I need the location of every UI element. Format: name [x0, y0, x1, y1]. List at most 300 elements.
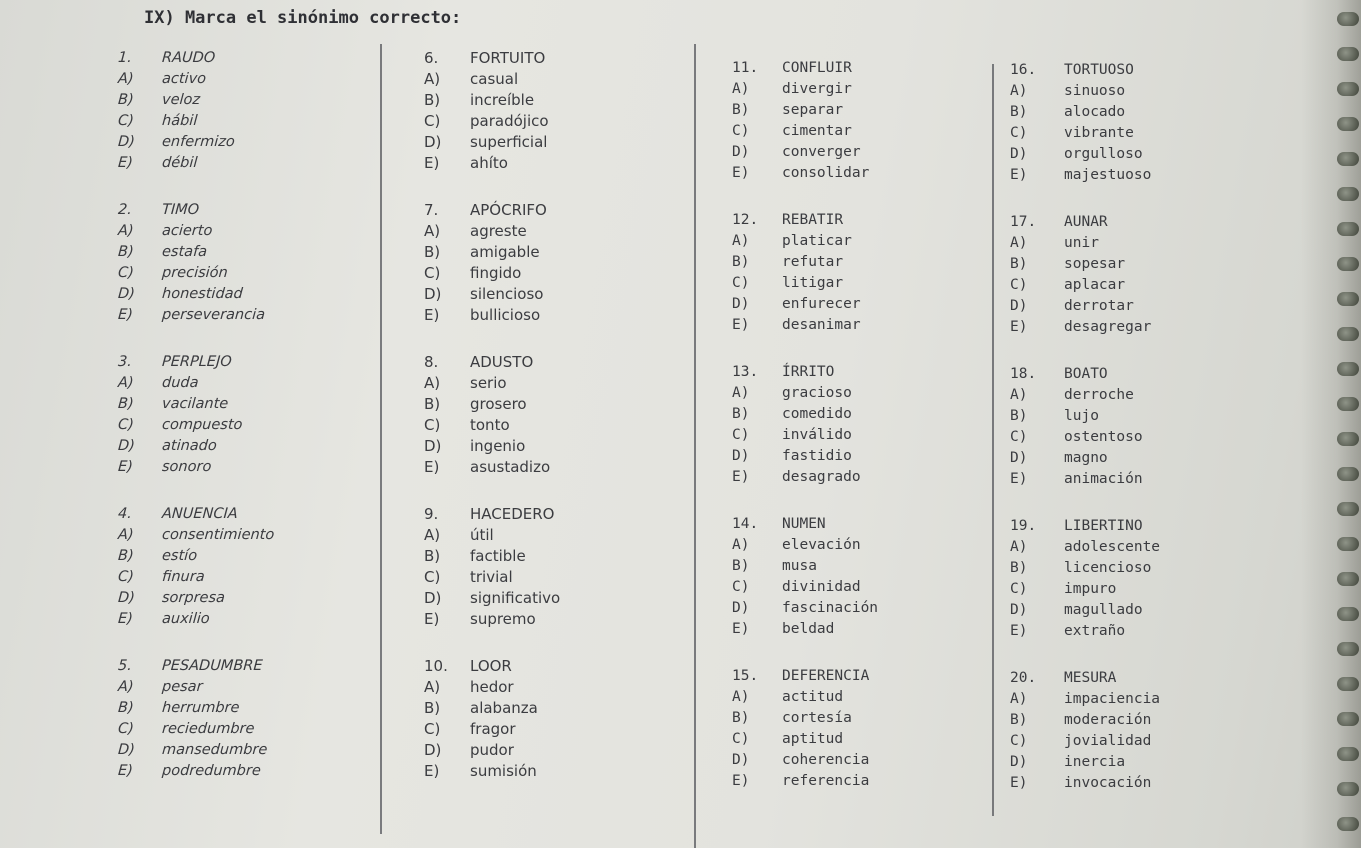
option-letter: E): [424, 762, 440, 780]
option-letter: C): [424, 264, 441, 282]
answer-option[interactable]: [424, 719, 684, 740]
option-text: platicar: [782, 233, 852, 249]
answer-option[interactable]: [1010, 275, 1210, 296]
spiral-ring: [1337, 222, 1359, 236]
option-letter: B): [1010, 408, 1028, 424]
option-text: aptitud: [782, 731, 844, 747]
option-text: consentimiento: [161, 527, 275, 543]
answer-option[interactable]: [732, 425, 982, 446]
question-line: [1010, 212, 1210, 233]
answer-option[interactable]: [424, 761, 684, 782]
answer-option[interactable]: [732, 556, 982, 577]
answer-option[interactable]: [1010, 296, 1210, 317]
option-letter: E): [117, 307, 134, 323]
answer-option[interactable]: [117, 394, 378, 415]
option-letter: E): [424, 306, 440, 324]
answer-option[interactable]: [1010, 469, 1210, 490]
answer-option[interactable]: [424, 263, 684, 284]
answer-option[interactable]: [732, 771, 982, 792]
option-text: aplacar: [1064, 277, 1126, 293]
answer-option[interactable]: [424, 525, 684, 546]
answer-option[interactable]: [1010, 773, 1210, 794]
answer-option[interactable]: [117, 588, 378, 609]
answer-option[interactable]: [1010, 165, 1210, 186]
answer-option[interactable]: [732, 79, 982, 100]
question-word: ADUSTO: [470, 353, 534, 371]
answer-option[interactable]: [732, 252, 982, 273]
option-letter: B): [424, 395, 441, 413]
option-letter: E): [1010, 319, 1028, 335]
option-text: impaciencia: [1064, 691, 1161, 707]
exercise-title: IX) Marca el sinónimo correcto:: [144, 8, 462, 28]
option-text: enfermizo: [161, 134, 236, 150]
answer-option[interactable]: [117, 546, 378, 567]
option-letter: D): [1010, 754, 1028, 770]
question-number: 17.: [1010, 214, 1037, 230]
question-column-1: [118, 48, 378, 808]
option-text: alabanza: [470, 699, 538, 717]
answer-option[interactable]: [117, 373, 378, 394]
answer-option[interactable]: [732, 383, 982, 404]
option-letter: D): [1010, 602, 1028, 618]
option-letter: C): [424, 568, 441, 586]
question-word: NUMEN: [782, 516, 826, 532]
answer-option[interactable]: [117, 525, 378, 546]
option-text: ostentoso: [1064, 429, 1143, 445]
option-text: referencia: [782, 773, 870, 789]
answer-option[interactable]: [1010, 254, 1210, 275]
option-letter: C): [732, 731, 750, 747]
question-number: 18.: [1010, 366, 1037, 382]
option-letter: C): [1010, 277, 1028, 293]
option-text: inválido: [782, 427, 852, 443]
spiral-ring: [1337, 327, 1359, 341]
question-block: [732, 210, 982, 336]
answer-option[interactable]: [732, 446, 982, 467]
option-text: licencioso: [1064, 560, 1152, 576]
answer-option[interactable]: [424, 677, 684, 698]
question-block: [118, 504, 378, 630]
answer-option[interactable]: [424, 567, 684, 588]
answer-option[interactable]: [1010, 579, 1210, 600]
question-column-2: [424, 48, 684, 808]
answer-option[interactable]: [1010, 406, 1210, 427]
option-text: atinado: [161, 438, 218, 454]
answer-option[interactable]: [117, 609, 378, 630]
answer-option[interactable]: [732, 100, 982, 121]
question-word: REBATIR: [782, 212, 844, 228]
option-text: asustadizo: [470, 458, 551, 476]
question-line: [1010, 60, 1210, 81]
option-letter: E): [732, 621, 750, 637]
question-number: 15.: [732, 668, 759, 684]
option-text: converger: [782, 144, 861, 160]
option-text: invocación: [1064, 775, 1152, 791]
option-letter: C): [732, 275, 750, 291]
answer-option[interactable]: [424, 242, 684, 263]
option-text: separar: [782, 102, 844, 118]
option-text: animación: [1064, 471, 1143, 487]
question-word: TIMO: [161, 202, 200, 218]
question-word: LOOR: [470, 657, 512, 675]
spiral-ring: [1337, 47, 1359, 61]
option-letter: C): [732, 579, 750, 595]
option-text: superficial: [470, 133, 548, 151]
option-letter: A): [117, 71, 135, 87]
answer-option[interactable]: [1010, 710, 1210, 731]
option-letter: C): [117, 721, 135, 737]
question-block: [732, 514, 982, 640]
spiral-ring: [1337, 467, 1359, 481]
answer-option[interactable]: [424, 740, 684, 761]
question-block: [424, 656, 684, 782]
question-word: FORTUITO: [470, 49, 546, 67]
answer-option[interactable]: [1010, 558, 1210, 579]
answer-option[interactable]: [1010, 81, 1210, 102]
option-letter: D): [117, 438, 136, 454]
question-word: RAUDO: [161, 50, 216, 66]
answer-option[interactable]: [732, 535, 982, 556]
option-letter: D): [732, 296, 750, 312]
answer-option[interactable]: [117, 436, 378, 457]
answer-option[interactable]: [424, 588, 684, 609]
option-letter: E): [117, 155, 134, 171]
answer-option[interactable]: [1010, 537, 1210, 558]
option-text: jovialidad: [1064, 733, 1152, 749]
answer-option[interactable]: [117, 153, 378, 174]
option-text: fingido: [470, 264, 522, 282]
spiral-ring: [1337, 782, 1359, 796]
answer-option[interactable]: [732, 294, 982, 315]
answer-option[interactable]: [732, 467, 982, 488]
option-letter: B): [732, 254, 750, 270]
option-text: coherencia: [782, 752, 870, 768]
option-letter: A): [1010, 387, 1028, 403]
option-letter: B): [117, 92, 135, 108]
option-letter: E): [117, 611, 134, 627]
answer-option[interactable]: [424, 698, 684, 719]
option-letter: A): [732, 385, 750, 401]
option-text: supremo: [470, 610, 536, 628]
answer-option[interactable]: [117, 698, 378, 719]
option-text: consolidar: [782, 165, 870, 181]
answer-option[interactable]: [117, 221, 378, 242]
question-word: CONFLUIR: [782, 60, 852, 76]
option-text: vibrante: [1064, 125, 1134, 141]
spiral-ring: [1337, 257, 1359, 271]
option-letter: D): [424, 589, 442, 607]
question-block: [424, 48, 684, 174]
answer-option[interactable]: [732, 750, 982, 771]
answer-option[interactable]: [117, 719, 378, 740]
option-text: herrumbre: [161, 700, 241, 716]
answer-option[interactable]: [1010, 600, 1210, 621]
answer-option[interactable]: [117, 761, 378, 782]
question-line: [117, 200, 378, 221]
answer-option[interactable]: [732, 708, 982, 729]
option-letter: A): [424, 526, 441, 544]
option-text: sopesar: [1064, 256, 1126, 272]
answer-option[interactable]: [732, 404, 982, 425]
question-block: [1010, 364, 1210, 490]
answer-option[interactable]: [424, 90, 684, 111]
question-line: [117, 48, 378, 69]
answer-option[interactable]: [424, 394, 684, 415]
answer-option[interactable]: [732, 729, 982, 750]
option-letter: D): [732, 752, 750, 768]
spiral-ring: [1337, 187, 1359, 201]
answer-option[interactable]: [732, 231, 982, 252]
answer-option[interactable]: [424, 111, 684, 132]
option-letter: A): [1010, 539, 1028, 555]
option-letter: E): [424, 154, 440, 172]
spiral-ring: [1337, 362, 1359, 376]
spiral-ring: [1337, 677, 1359, 691]
question-line: [732, 514, 982, 535]
question-number: 19.: [1010, 518, 1037, 534]
option-text: musa: [782, 558, 817, 574]
option-letter: E): [1010, 167, 1028, 183]
spiral-ring: [1337, 432, 1359, 446]
answer-option[interactable]: [424, 457, 684, 478]
question-line: [117, 352, 378, 373]
answer-option[interactable]: [1010, 689, 1210, 710]
option-text: bullicioso: [470, 306, 541, 324]
option-letter: B): [424, 243, 441, 261]
answer-option[interactable]: [1010, 144, 1210, 165]
option-text: hábil: [161, 113, 198, 129]
option-text: unir: [1064, 235, 1099, 251]
option-text: activo: [161, 71, 207, 87]
answer-option[interactable]: [732, 163, 982, 184]
option-text: orgulloso: [1064, 146, 1143, 162]
column-divider: [694, 44, 696, 848]
option-text: derrotar: [1064, 298, 1134, 314]
answer-option[interactable]: [424, 415, 684, 436]
answer-option[interactable]: [732, 315, 982, 336]
answer-option[interactable]: [117, 677, 378, 698]
question-word: APÓCRIFO: [470, 201, 547, 219]
answer-option[interactable]: [424, 132, 684, 153]
answer-option[interactable]: [1010, 233, 1210, 254]
question-word: BOATO: [1064, 366, 1108, 382]
answer-option[interactable]: [424, 221, 684, 242]
option-text: inercia: [1064, 754, 1126, 770]
answer-option[interactable]: [424, 284, 684, 305]
question-line: [1010, 668, 1210, 689]
answer-option[interactable]: [117, 263, 378, 284]
option-text: sonoro: [161, 459, 212, 475]
option-letter: C): [1010, 733, 1028, 749]
option-text: elevación: [782, 537, 861, 553]
option-letter: D): [424, 285, 442, 303]
spiral-ring: [1337, 152, 1359, 166]
spiral-ring: [1337, 82, 1359, 96]
option-text: increíble: [470, 91, 535, 109]
option-text: podredumbre: [161, 763, 262, 779]
question-block: [118, 656, 378, 782]
option-letter: A): [424, 374, 441, 392]
option-letter: D): [117, 590, 136, 606]
answer-option[interactable]: [117, 284, 378, 305]
question-column-3: [732, 58, 982, 818]
question-line: [1010, 364, 1210, 385]
option-text: honestidad: [161, 286, 244, 302]
answer-option[interactable]: [1010, 317, 1210, 338]
question-block: [1010, 516, 1210, 642]
option-text: estío: [161, 548, 198, 564]
answer-option[interactable]: [1010, 385, 1210, 406]
option-text: cimentar: [782, 123, 852, 139]
option-letter: E): [732, 165, 750, 181]
question-line: [732, 210, 982, 231]
answer-option[interactable]: [424, 609, 684, 630]
question-number: 13.: [732, 364, 759, 380]
question-block: [118, 200, 378, 326]
spiral-ring: [1337, 397, 1359, 411]
option-letter: D): [1010, 146, 1028, 162]
answer-option[interactable]: [117, 740, 378, 761]
option-text: compuesto: [161, 417, 244, 433]
answer-option[interactable]: [117, 132, 378, 153]
answer-option[interactable]: [1010, 621, 1210, 642]
option-letter: C): [424, 416, 441, 434]
option-letter: D): [732, 448, 750, 464]
question-number: 9.: [424, 505, 439, 523]
question-line: [732, 362, 982, 383]
answer-option[interactable]: [424, 305, 684, 326]
option-text: beldad: [782, 621, 835, 637]
answer-option[interactable]: [732, 121, 982, 142]
option-letter: B): [1010, 560, 1028, 576]
answer-option[interactable]: [732, 273, 982, 294]
question-line: [117, 504, 378, 525]
option-text: pudor: [470, 741, 514, 759]
spiral-ring: [1337, 502, 1359, 516]
option-text: paradójico: [470, 112, 549, 130]
answer-option[interactable]: [117, 567, 378, 588]
option-letter: E): [732, 469, 750, 485]
option-letter: A): [1010, 83, 1028, 99]
option-letter: B): [117, 700, 135, 716]
answer-option[interactable]: [732, 619, 982, 640]
answer-option[interactable]: [1010, 123, 1210, 144]
option-letter: E): [424, 610, 440, 628]
option-text: gracioso: [782, 385, 852, 401]
option-letter: B): [424, 699, 441, 717]
option-letter: D): [732, 144, 750, 160]
option-letter: A): [424, 222, 441, 240]
answer-option[interactable]: [424, 436, 684, 457]
answer-option[interactable]: [1010, 102, 1210, 123]
spiral-ring: [1337, 292, 1359, 306]
answer-option[interactable]: [732, 142, 982, 163]
answer-option[interactable]: [732, 598, 982, 619]
option-text: magullado: [1064, 602, 1143, 618]
question-number: 4.: [117, 506, 133, 522]
question-block: [424, 200, 684, 326]
option-letter: A): [117, 527, 135, 543]
option-letter: B): [424, 547, 441, 565]
option-letter: E): [732, 317, 750, 333]
option-text: agreste: [470, 222, 527, 240]
option-letter: C): [1010, 581, 1028, 597]
option-text: finura: [161, 569, 206, 585]
answer-option[interactable]: [117, 111, 378, 132]
answer-option[interactable]: [1010, 752, 1210, 773]
answer-option[interactable]: [1010, 731, 1210, 752]
answer-option[interactable]: [424, 546, 684, 567]
option-text: duda: [161, 375, 200, 391]
option-text: sumisión: [470, 762, 537, 780]
option-text: divergir: [782, 81, 852, 97]
option-text: sinuoso: [1064, 83, 1126, 99]
option-letter: E): [732, 773, 750, 789]
answer-option[interactable]: [424, 153, 684, 174]
option-letter: D): [424, 133, 442, 151]
answer-option[interactable]: [117, 415, 378, 436]
answer-option[interactable]: [1010, 427, 1210, 448]
answer-option[interactable]: [424, 69, 684, 90]
option-text: majestuoso: [1064, 167, 1152, 183]
option-text: grosero: [470, 395, 527, 413]
answer-option[interactable]: [117, 305, 378, 326]
answer-option[interactable]: [117, 457, 378, 478]
option-letter: C): [117, 417, 135, 433]
option-text: factible: [470, 547, 526, 565]
question-line: [1010, 516, 1210, 537]
option-letter: D): [424, 437, 442, 455]
spiral-ring: [1337, 12, 1359, 26]
option-text: ingenio: [470, 437, 526, 455]
option-letter: A): [424, 678, 441, 696]
question-line: [732, 58, 982, 79]
answer-option[interactable]: [1010, 448, 1210, 469]
option-letter: D): [117, 134, 136, 150]
option-text: fascinación: [782, 600, 879, 616]
spiral-ring: [1337, 537, 1359, 551]
option-letter: C): [117, 569, 135, 585]
option-text: desanimar: [782, 317, 861, 333]
option-text: extraño: [1064, 623, 1126, 639]
option-text: litigar: [782, 275, 844, 291]
question-number: 11.: [732, 60, 759, 76]
question-line: [424, 200, 684, 221]
option-letter: E): [424, 458, 440, 476]
option-text: ahíto: [470, 154, 508, 172]
option-letter: E): [1010, 471, 1028, 487]
question-number: 7.: [424, 201, 439, 219]
option-letter: A): [1010, 691, 1028, 707]
spiral-ring: [1337, 572, 1359, 586]
option-text: divinidad: [782, 579, 861, 595]
option-letter: B): [117, 548, 135, 564]
answer-option[interactable]: [117, 242, 378, 263]
option-text: moderación: [1064, 712, 1152, 728]
option-letter: C): [117, 265, 135, 281]
option-text: reciedumbre: [161, 721, 256, 737]
answer-option[interactable]: [732, 577, 982, 598]
answer-option[interactable]: [117, 90, 378, 111]
option-text: amigable: [470, 243, 540, 261]
spiral-ring: [1337, 712, 1359, 726]
answer-option[interactable]: [424, 373, 684, 394]
option-letter: B): [732, 710, 750, 726]
option-text: vacilante: [161, 396, 229, 412]
answer-option[interactable]: [117, 69, 378, 90]
option-letter: A): [732, 233, 750, 249]
answer-option[interactable]: [732, 687, 982, 708]
